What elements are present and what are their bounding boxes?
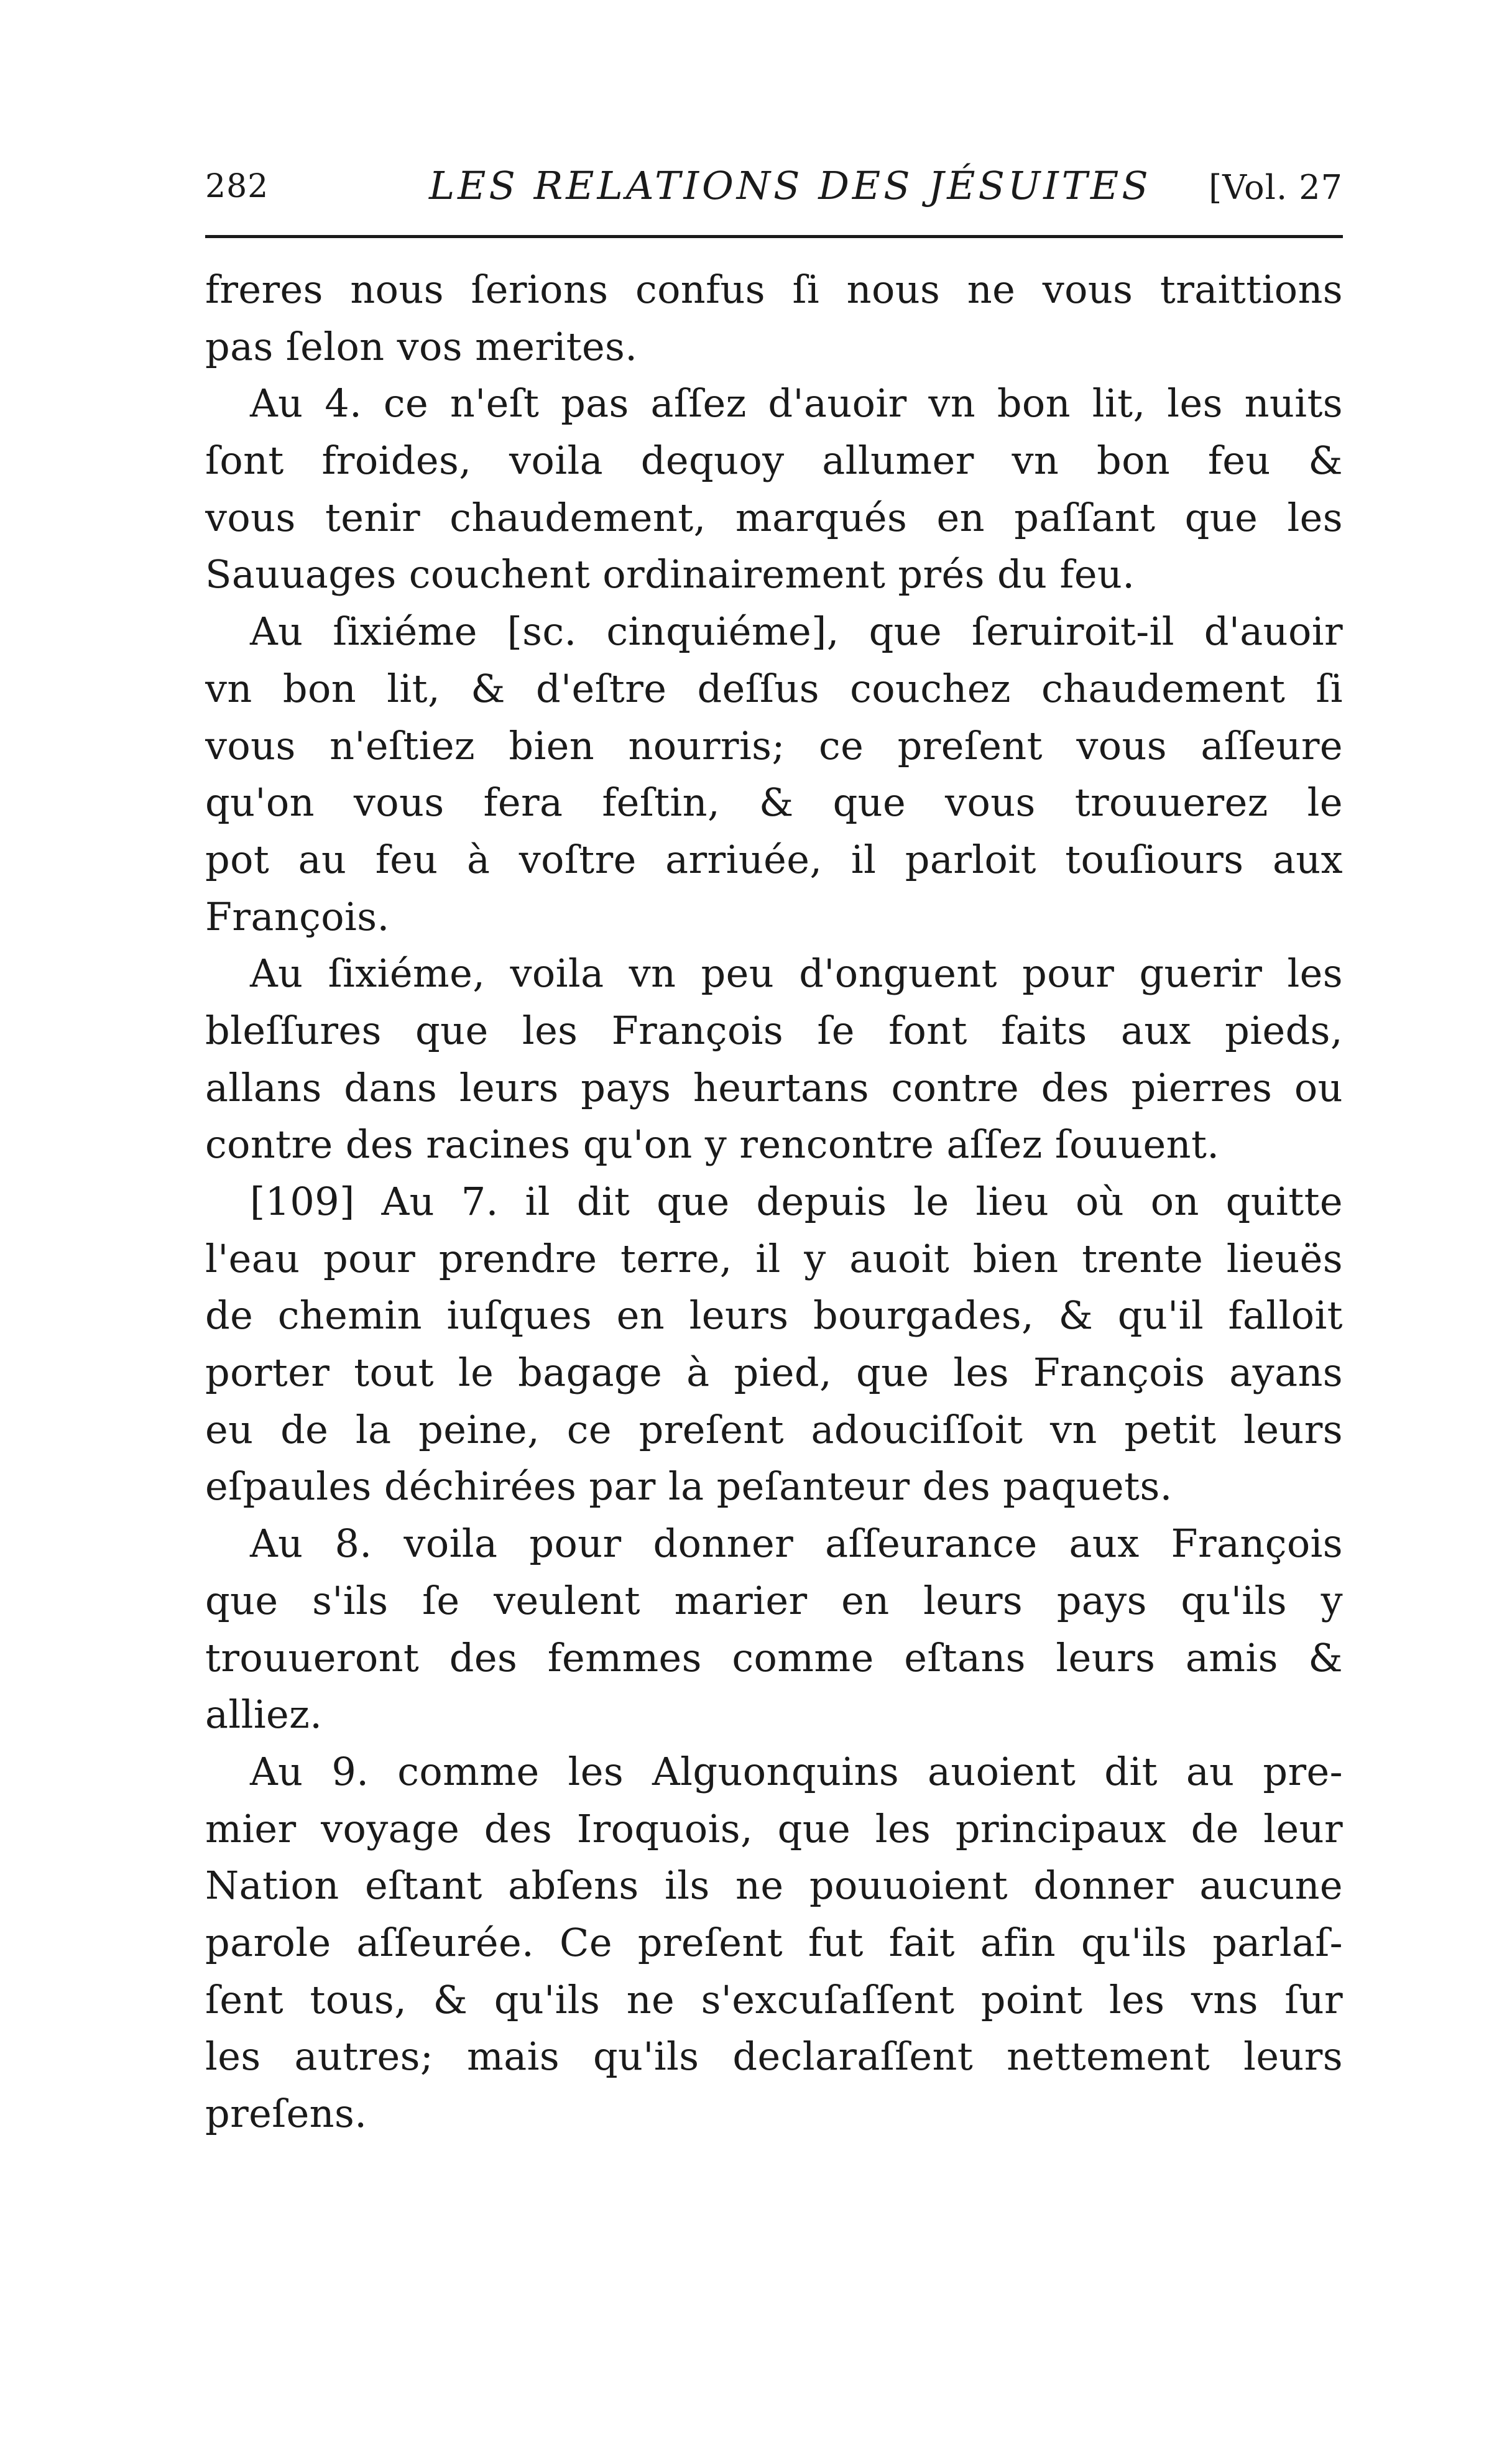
text-line: François.: [205, 893, 390, 939]
text-line: Sauuages couchent ordinairement prés du feu.: [205, 551, 1135, 597]
text-line: contre des racines qu'on y rencontre aſſez ſouuent.: [205, 1122, 1220, 1168]
text-line: eſpaules déchirées par la peſanteur des paquets.: [205, 1463, 1173, 1509]
text-line: ſont froides, voila dequoy allumer vn bon feu &: [205, 438, 1343, 484]
text-line: ſent tous, & qu'ils ne s'excuſaſſent point les vns ſur: [205, 1976, 1343, 2022]
text-line: Nation eſtant abſens ils ne pouuoient donner aucune: [205, 1863, 1343, 1909]
text-line: vous n'eſtiez bien nourris; ce preſent vous aſſeure: [205, 722, 1343, 768]
text-line: pot au feu à voſtre arriuée, il parloit touſiours aux: [205, 836, 1343, 882]
header-rule: [205, 235, 1343, 238]
text-line: parole aſſeurée. Ce preſent fut fait afin qu'ils parlaſ-: [205, 1919, 1343, 1965]
text-line: les autres; mais qu'ils declaraſſent nettement leurs: [205, 2034, 1343, 2080]
text-line: preſens.: [205, 2091, 367, 2136]
text-line: porter tout le bagage à pied, que les François ayans: [205, 1350, 1343, 1396]
text-line: alliez.: [205, 1692, 323, 1738]
running-head: [205, 163, 1343, 213]
text-line: l'eau pour prendre terre, il y auoit bien trente lieuës: [205, 1235, 1343, 1281]
text-line: mier voyage des Iroquois, que les principaux de leur: [205, 1805, 1343, 1851]
text-line: vn bon lit, & d'eſtre deſſus couchez chaudement ſi: [205, 665, 1343, 711]
text-line: bleſſures que les François ſe font faits aux pieds,: [205, 1007, 1343, 1053]
text-line: [109] Au 7. il dit que depuis le lieu où on quitte: [250, 1179, 1343, 1224]
text-line: pas ſelon vos merites.: [205, 323, 638, 369]
text-line: freres nous ſerions confus ſi nous ne vous traittions: [205, 267, 1343, 312]
text-line: Au 8. voila pour donner aſſeurance aux François: [250, 1521, 1343, 1567]
text-line: eu de la peine, ce preſent adouciſſoit vn petit leurs: [205, 1406, 1343, 1452]
text-line: Au ſixiéme, voila vn peu d'onguent pour guerir les: [250, 951, 1343, 997]
text-line: que s'ils ſe veulent marier en leurs pays qu'ils y: [205, 1577, 1343, 1623]
running-title: LES RELATIONS DES JÉSUITES: [429, 163, 1151, 208]
text-line: Au 4. ce n'eſt pas aſſez d'auoir vn bon lit, les nuits: [250, 380, 1343, 426]
text-line: allans dans leurs pays heurtans contre des pierres ou: [205, 1064, 1343, 1110]
text-line: trouueront des femmes comme eſtans leurs amis &: [205, 1634, 1343, 1680]
text-line: vous tenir chaudement, marqués en paſſant que les: [205, 494, 1343, 540]
text-line: de chemin iuſques en leurs bourgades, & qu'il falloit: [205, 1293, 1343, 1339]
body-text: [205, 261, 1343, 2142]
text-line: Au ſixiéme [sc. cinquiéme], que ſeruiroit-il d'auoir: [250, 609, 1343, 655]
volume-number: [Vol. 27: [1209, 168, 1343, 207]
text-line: qu'on vous fera feſtin, & que vous trouuerez le: [205, 780, 1343, 826]
page-number: 282: [205, 168, 269, 205]
text-line: Au 9. comme les Alguonquins auoient dit au pre-: [250, 1748, 1343, 1794]
